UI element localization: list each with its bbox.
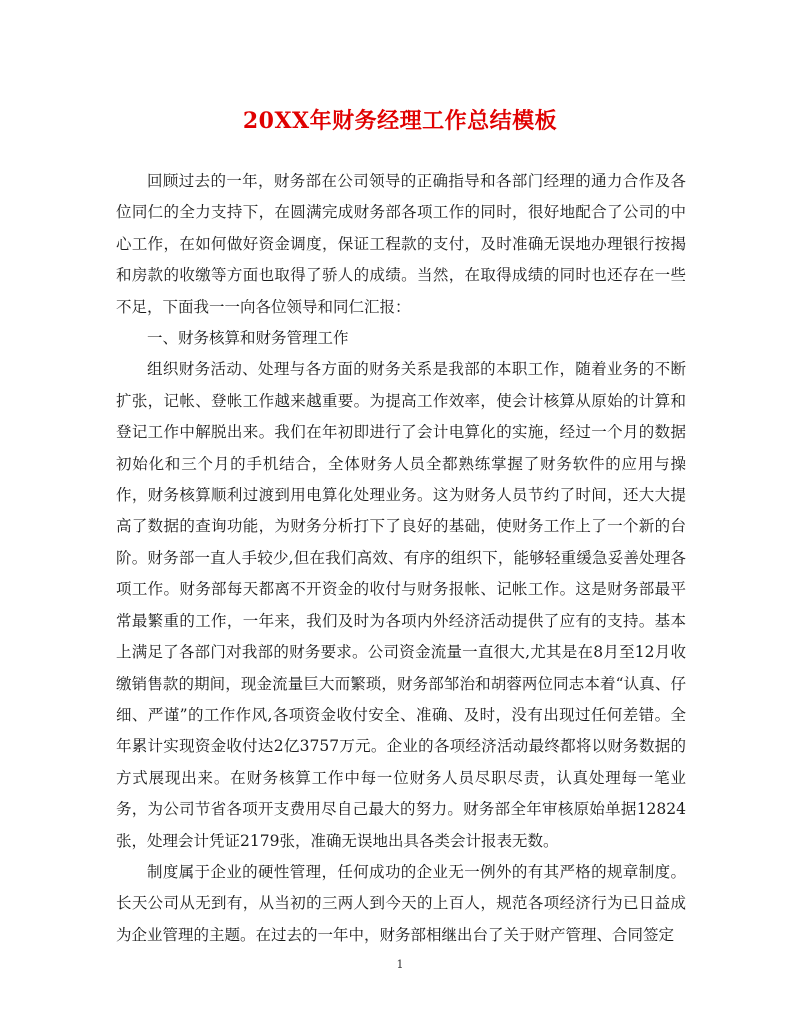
- document-body: [116, 166, 686, 951]
- document-title: 20XX年财务经理工作总结模板: [242, 108, 558, 134]
- body-paragraph: 组织财务活动、处理与各方面的财务关系是我部的本职工作，随着业务的不断扩张，记帐、登帐工作越来越重要。为提高工作效率，使会计核算从原始的计算和登记工作中解脱出来。我们在年初即进行了会计电算化的实施，经过一个月的数据初始化和三个月的手机结合，全体财务人员全都熟练掌握了财务软件的应用与操作，财务核算顺利过渡到用电算化处理业务。这为财务人员节约了时间，还大大提高了数据的查询功能，为财务分析打下了良好的基础，使财务工作上了一个新的台阶。财务部一直人手较少,但在我们高效、有序的组织下，能够轻重缓急妥善处理各项工作。财务部每天都离不开资金的收付与财务报帐、记帐工作。这是财务部最平常最繁重的工作，一年来，我们及时为各项内外经济活动提供了应有的支持。基本上满足了各部门对我部的财务要求。公司资金流量一直很大,尤其是在8月至12月收缴销售款的期间，现金流量巨大而繁琐，财务部邹治和胡蓉两位同志本着“认真、仔细、严谨”的工作作风,各项资金收付安全、准确、及时，没有出现过任何差错。全年累计实现资金收付达2亿3757万元。企业的各项经济活动最终都将以财务数据的方式展现出来。在财务核算工作中每一位财务人员尽职尽责，认真处理每一笔业务，为公司节省各项开支费用尽自己最大的努力。财务部全年审核原始单据12824张，处理会计凭证2179张，准确无误地出具各类会计报表无数。: [116, 360, 686, 850]
- section-heading: 一、财务核算和财务管理工作: [147, 329, 349, 348]
- page-number: 1: [396, 958, 404, 971]
- intro-paragraph: 回顾过去的一年，财务部在公司领导的正确指导和各部门经理的通力合作及各位同仁的全力支持下，在圆满完成财务部各项工作的同时，很好地配合了公司的中心工作，在如何做好资金调度，保证工程款的支付，及时准确无误地办理银行按揭和房款的收缴等方面也取得了骄人的成绩。当然，在取得成绩的同时也还存在一些不足，下面我一一向各位领导和同仁汇报：: [116, 172, 686, 316]
- body-paragraph: 制度属于企业的硬性管理，任何成功的企业无一例外的有其严格的规章制度。长天公司从无到有，从当初的三两人到今天的上百人，规范各项经济行为已日益成为企业管理的主题。在过去的一年中，财务部相继出台了关于财产管理、合同签定: [116, 862, 686, 944]
